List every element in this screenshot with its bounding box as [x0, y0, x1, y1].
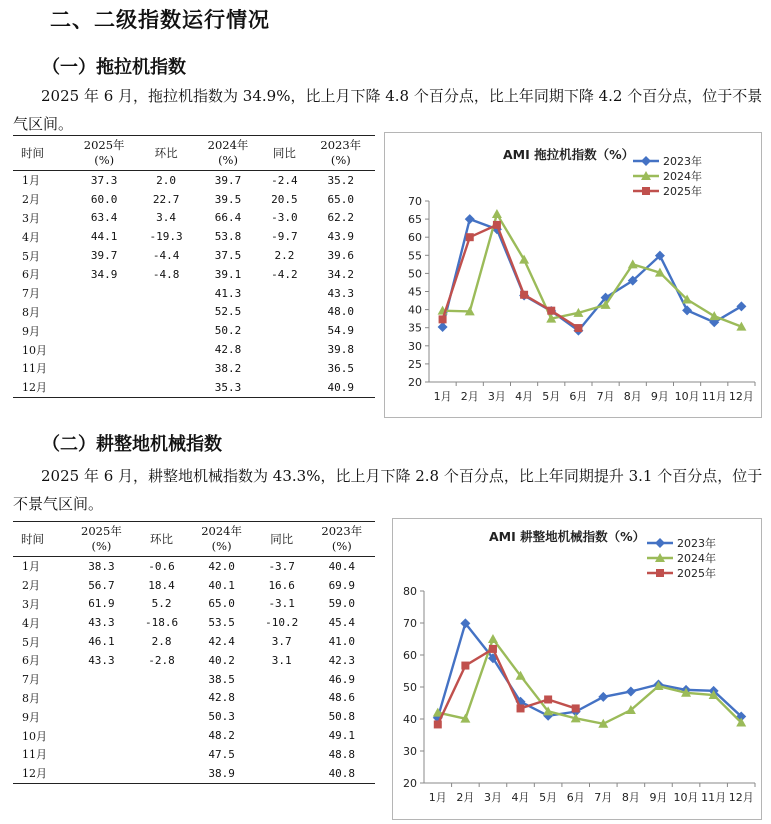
cell-val-2025: 43.3 [88, 616, 115, 630]
column-header-yoy: 同比 [255, 522, 309, 557]
cell-yoy: 2.2 [274, 249, 295, 263]
cell-val-2023: 42.3 [328, 653, 356, 667]
data-point-y2025 [574, 324, 582, 332]
table-row [13, 557, 375, 576]
series-y2024 [433, 634, 746, 728]
series-line-y2025 [443, 225, 579, 328]
table-row [13, 576, 375, 595]
cell-yoy: -3.7 [268, 559, 295, 573]
tractor-chart-svg [385, 133, 761, 417]
table-row [13, 246, 375, 265]
y-tick-label: 50 [408, 267, 422, 281]
x-tick-label: 9月 [649, 791, 668, 804]
cell-val-2024: 52.5 [214, 305, 242, 319]
cell-mom [135, 670, 189, 689]
cell-val-2024: 39.5 [214, 192, 242, 206]
cell-val-2023: 50.8 [328, 710, 356, 724]
cell-month: 11月 [22, 362, 47, 376]
cell-mom [138, 378, 194, 397]
y-tick-label: 80 [403, 585, 417, 598]
table-row [13, 632, 375, 651]
cell-yoy: 16.6 [268, 578, 295, 592]
cell-val-2025: 63.4 [90, 211, 118, 225]
cell-val-2025 [68, 745, 134, 764]
x-tick-label: 12月 [728, 390, 754, 403]
cell-yoy [262, 284, 306, 303]
cell-yoy: 3.7 [271, 635, 292, 649]
data-point-y2025 [434, 720, 442, 728]
cell-val-2024: 50.2 [214, 324, 242, 338]
cell-yoy [255, 764, 309, 783]
cell-mom: -18.6 [144, 616, 179, 630]
cell-val-2023: 39.8 [327, 343, 355, 357]
tillage-heading: （二）耕整地机械指数 [42, 434, 222, 455]
data-point-y2025 [544, 695, 552, 703]
cell-yoy: -4.2 [271, 267, 298, 281]
cell-mom: 18.4 [148, 578, 175, 592]
cell-val-2024: 39.7 [214, 173, 242, 187]
column-header-mom: 环比 [138, 136, 194, 171]
y-tick-label: 35 [408, 321, 422, 335]
table-row [13, 726, 375, 745]
cell-yoy [255, 745, 309, 764]
x-tick-label: 6月 [566, 791, 585, 804]
cell-month: 9月 [22, 710, 40, 724]
cell-yoy [255, 670, 309, 689]
table-header-row [13, 522, 375, 557]
cell-yoy [262, 378, 306, 397]
cell-mom [135, 707, 189, 726]
cell-month: 2月 [22, 193, 40, 207]
cell-val-2023: 36.5 [327, 361, 355, 375]
cell-val-2023: 35.2 [327, 173, 355, 187]
tillage-chart [392, 518, 762, 820]
x-tick-label: 3月 [487, 390, 506, 403]
cell-val-2025: 39.7 [90, 249, 118, 263]
cell-val-2024: 53.8 [214, 230, 242, 244]
cell-val-2023: 34.2 [327, 267, 355, 281]
cell-val-2023: 46.9 [328, 672, 356, 686]
cell-val-2025 [68, 670, 134, 689]
column-header-month: 时间 [13, 522, 68, 557]
x-tick-label: 4月 [515, 390, 534, 403]
y-tick-label: 55 [408, 249, 422, 263]
y-tick-label: 70 [403, 617, 417, 630]
legend-marker [641, 156, 651, 166]
cell-val-2024: 47.5 [208, 747, 235, 761]
cell-yoy [255, 707, 309, 726]
cell-yoy [262, 303, 306, 322]
x-tick-label: 1月 [428, 791, 447, 804]
legend-marker [655, 538, 665, 548]
legend-marker [642, 187, 650, 195]
cell-val-2024: 66.4 [214, 211, 242, 225]
cell-mom: -0.6 [148, 559, 175, 573]
table-row [13, 745, 375, 764]
data-point-y2025 [547, 307, 555, 315]
cell-mom: -2.8 [148, 653, 175, 667]
cell-yoy: -10.2 [265, 616, 299, 630]
cell-mom [138, 284, 194, 303]
series-y2023 [438, 214, 747, 335]
data-point-y2023 [465, 214, 475, 224]
cell-mom [138, 359, 194, 378]
data-point-y2025 [466, 233, 474, 241]
data-point-y2023 [682, 305, 692, 315]
cell-val-2025 [68, 707, 134, 726]
data-point-y2024 [488, 634, 498, 643]
data-point-y2023 [598, 692, 608, 702]
cell-mom [138, 303, 194, 322]
cell-val-2023: 39.6 [327, 249, 355, 263]
y-tick-label: 20 [403, 777, 417, 790]
table-row [13, 265, 375, 284]
column-header-mom: 环比 [135, 522, 189, 557]
cell-val-2023: 41.0 [328, 635, 356, 649]
tractor-chart [384, 132, 762, 418]
cell-yoy [255, 726, 309, 745]
x-tick-label: 10月 [674, 390, 700, 403]
cell-yoy: -9.7 [271, 230, 298, 244]
cell-month: 9月 [22, 324, 40, 338]
cell-month: 5月 [22, 635, 40, 649]
y-tick-label: 40 [403, 713, 417, 726]
legend-label: 2025年 [677, 567, 716, 580]
chart-title: AMI 拖拉机指数（%） [503, 147, 635, 162]
table-row [13, 707, 375, 726]
cell-val-2025 [70, 303, 138, 322]
cell-yoy [262, 359, 306, 378]
legend-marker [656, 569, 664, 577]
cell-val-2025 [68, 764, 134, 783]
x-tick-label: 8月 [623, 390, 642, 403]
column-header-val-2024: 2024年 (%) [188, 522, 254, 557]
data-point-y2023 [736, 301, 746, 311]
column-header-val-2023: 2023年 (%) [309, 522, 375, 557]
table-row [13, 689, 375, 708]
y-tick-label: 70 [408, 195, 422, 208]
cell-mom: -4.4 [152, 249, 180, 263]
cell-mom: 5.2 [151, 597, 172, 611]
cell-val-2024: 50.3 [208, 710, 235, 724]
cell-month: 5月 [22, 249, 40, 263]
cell-yoy: 3.1 [271, 653, 292, 667]
y-tick-label: 30 [408, 339, 422, 353]
cell-val-2024: 41.3 [214, 286, 242, 300]
x-tick-label: 8月 [621, 791, 640, 804]
data-point-y2025 [461, 662, 469, 670]
legend-label: 2023年 [663, 155, 702, 168]
x-tick-label: 11月 [701, 390, 727, 403]
cell-val-2023: 45.4 [328, 616, 356, 630]
cell-val-2023: 49.1 [328, 729, 356, 743]
x-tick-label: 2月 [456, 791, 475, 804]
data-point-y2025 [493, 221, 501, 229]
data-point-y2025 [489, 645, 497, 653]
y-tick-label: 60 [408, 231, 422, 245]
cell-val-2025 [70, 284, 138, 303]
tillage-chart-svg [393, 519, 761, 819]
cell-val-2024: 48.2 [208, 729, 235, 743]
legend-item-y2024 [647, 551, 716, 565]
cell-val-2025 [70, 340, 138, 359]
table-row [13, 190, 375, 209]
cell-val-2024: 42.8 [208, 691, 235, 705]
table-row [13, 613, 375, 632]
legend-item-y2023 [633, 154, 702, 168]
table-header-row [13, 136, 375, 171]
series-line-y2023 [443, 219, 742, 330]
x-tick-label: 5月 [539, 791, 558, 804]
cell-yoy [262, 340, 306, 359]
data-point-y2024 [709, 311, 719, 320]
legend-item-y2025 [647, 566, 716, 580]
cell-val-2025: 56.7 [88, 578, 115, 592]
data-point-y2024 [628, 259, 638, 268]
cell-val-2025 [70, 378, 138, 397]
x-tick-label: 10月 [673, 791, 699, 804]
y-tick-label: 30 [403, 745, 417, 758]
cell-month: 8月 [22, 305, 40, 319]
cell-val-2025 [68, 726, 134, 745]
cell-val-2025 [70, 359, 138, 378]
tractor-heading: （一）拖拉机指数 [42, 57, 186, 78]
cell-mom: 2.8 [151, 635, 172, 649]
table-row [13, 284, 375, 303]
cell-val-2023: 54.9 [327, 324, 355, 338]
cell-val-2025: 37.3 [90, 173, 118, 187]
cell-month: 1月 [22, 174, 40, 188]
y-tick-label: 60 [403, 649, 417, 662]
cell-val-2024: 53.5 [208, 616, 235, 630]
section-title: 二、二级指数运行情况 [50, 8, 270, 32]
legend-item-y2024 [633, 169, 702, 183]
cell-month: 12月 [13, 378, 70, 397]
cell-val-2024: 37.5 [214, 249, 242, 263]
column-header-val-2024: 2024年 (%) [194, 136, 262, 171]
cell-val-2023: 48.0 [327, 305, 355, 319]
cell-val-2024: 42.8 [214, 343, 242, 357]
x-tick-label: 12月 [728, 791, 754, 804]
x-tick-label: 1月 [433, 390, 452, 403]
cell-month: 3月 [22, 211, 40, 225]
table-row [13, 171, 375, 190]
x-tick-label: 4月 [511, 791, 530, 804]
cell-val-2023: 40.9 [307, 378, 375, 397]
cell-mom [135, 745, 189, 764]
table-row [13, 321, 375, 340]
cell-month: 12月 [13, 764, 68, 783]
cell-val-2023: 59.0 [328, 597, 356, 611]
cell-val-2025: 34.9 [90, 267, 118, 281]
legend-label: 2024年 [663, 170, 702, 183]
cell-yoy: -3.1 [268, 597, 295, 611]
legend-item-y2025 [633, 184, 702, 198]
cell-mom [135, 764, 189, 783]
table-row [13, 227, 375, 246]
cell-mom [138, 340, 194, 359]
cell-mom [138, 321, 194, 340]
chart-title: AMI 耕整地机械指数（%） [489, 529, 646, 544]
x-tick-label: 2月 [460, 390, 479, 403]
cell-val-2023: 48.6 [328, 691, 356, 705]
cell-val-2024: 40.1 [208, 578, 235, 592]
cell-val-2023: 65.0 [327, 192, 355, 206]
data-point-y2025 [517, 704, 525, 712]
column-header-val-2025: 2025年 (%) [68, 522, 134, 557]
cell-month: 8月 [22, 691, 40, 705]
y-tick-label: 65 [408, 213, 422, 227]
cell-yoy [262, 321, 306, 340]
data-point-y2023 [438, 322, 448, 332]
data-point-y2023 [626, 686, 636, 696]
y-tick-label: 50 [403, 681, 417, 694]
cell-val-2023: 48.8 [328, 747, 356, 761]
table-row [13, 595, 375, 614]
cell-yoy: -2.4 [271, 173, 298, 187]
data-point-y2025 [572, 704, 580, 712]
y-tick-label: 20 [408, 376, 422, 389]
data-point-y2025 [520, 291, 528, 299]
x-tick-label: 7月 [594, 791, 613, 804]
cell-val-2025: 61.9 [88, 597, 115, 611]
cell-mom: 3.4 [156, 211, 177, 225]
cell-val-2023: 43.3 [327, 286, 355, 300]
cell-month: 11月 [22, 748, 47, 762]
x-tick-label: 6月 [569, 390, 588, 403]
x-tick-label: 11月 [701, 791, 727, 804]
cell-val-2023: 43.9 [327, 230, 355, 244]
cell-val-2024: 38.5 [208, 672, 235, 686]
cell-month: 4月 [22, 616, 40, 630]
column-header-yoy: 同比 [262, 136, 306, 171]
cell-val-2024: 39.1 [214, 267, 242, 281]
data-point-y2025 [439, 315, 447, 323]
legend-label: 2025年 [663, 185, 702, 198]
series-line-y2024 [443, 214, 742, 327]
table-row [13, 764, 375, 783]
cell-val-2025: 46.1 [88, 635, 115, 649]
cell-val-2023: 69.9 [328, 578, 356, 592]
cell-val-2024: 38.2 [214, 361, 242, 375]
table-row [13, 378, 375, 397]
cell-val-2023: 40.4 [328, 559, 356, 573]
table-row [13, 651, 375, 670]
cell-month: 7月 [22, 673, 40, 687]
series-y2023 [433, 618, 746, 722]
tractor-paragraph: 2025 年 6 月，拖拉机指数为 34.9%，比上月下降 4.8 个百分点，比上年同期下降 4.2 个百分点，位于不景气区间。 [13, 87, 763, 133]
cell-month: 3月 [22, 597, 40, 611]
table-row [13, 303, 375, 322]
cell-mom: -4.8 [152, 267, 180, 281]
column-header-month: 时间 [13, 136, 70, 171]
table-row [13, 670, 375, 689]
cell-val-2023: 62.2 [327, 211, 355, 225]
cell-val-2024: 42.0 [208, 559, 235, 573]
cell-mom: 22.7 [152, 192, 180, 206]
column-header-val-2023: 2023年 (%) [307, 136, 375, 171]
cell-val-2025 [70, 321, 138, 340]
tillage-paragraph: 2025 年 6 月，耕整地机械指数为 43.3%，比上月下降 2.8 个百分点，比上年同期提升 3.1 个百分点，位于不景气区间。 [13, 467, 763, 513]
cell-mom [135, 689, 189, 708]
legend-item-y2023 [647, 536, 716, 550]
legend-label: 2023年 [677, 537, 716, 550]
tractor-table [13, 135, 375, 398]
cell-month: 1月 [22, 560, 40, 574]
x-tick-label: 7月 [596, 390, 615, 403]
cell-val-2024: 40.2 [208, 653, 235, 667]
cell-yoy: 20.5 [271, 192, 298, 206]
cell-mom: -19.3 [149, 230, 183, 244]
table-row [13, 209, 375, 228]
cell-month: 2月 [22, 579, 40, 593]
tillage-table [13, 521, 375, 784]
cell-val-2024: 42.4 [208, 635, 235, 649]
column-header-val-2025: 2025年 (%) [70, 136, 138, 171]
cell-month: 4月 [22, 230, 40, 244]
table-row [13, 359, 375, 378]
y-tick-label: 40 [408, 303, 422, 317]
cell-mom: 2.0 [156, 173, 177, 187]
cell-yoy: -3.0 [271, 211, 298, 225]
series-line-y2024 [438, 639, 741, 724]
x-tick-label: 5月 [542, 390, 561, 403]
x-tick-label: 9月 [650, 390, 669, 403]
legend-label: 2024年 [677, 552, 716, 565]
cell-yoy [255, 689, 309, 708]
cell-month: 10月 [22, 343, 47, 357]
data-point-y2024 [492, 209, 502, 218]
x-tick-label: 3月 [483, 791, 502, 804]
cell-val-2025 [68, 689, 134, 708]
cell-month: 7月 [22, 287, 40, 301]
cell-val-2024: 65.0 [208, 597, 235, 611]
cell-val-2025: 38.3 [88, 559, 115, 573]
cell-month: 10月 [22, 729, 47, 743]
cell-val-2023: 40.8 [309, 764, 375, 783]
cell-val-2025: 44.1 [90, 230, 118, 244]
y-tick-label: 25 [408, 357, 422, 371]
cell-val-2024: 38.9 [188, 764, 254, 783]
cell-val-2025: 60.0 [90, 192, 118, 206]
y-tick-label: 45 [408, 285, 422, 299]
cell-mom [135, 726, 189, 745]
cell-val-2025: 43.3 [88, 653, 115, 667]
table-row [13, 340, 375, 359]
cell-month: 6月 [22, 268, 40, 282]
cell-val-2024: 35.3 [194, 378, 262, 397]
cell-month: 6月 [22, 654, 40, 668]
